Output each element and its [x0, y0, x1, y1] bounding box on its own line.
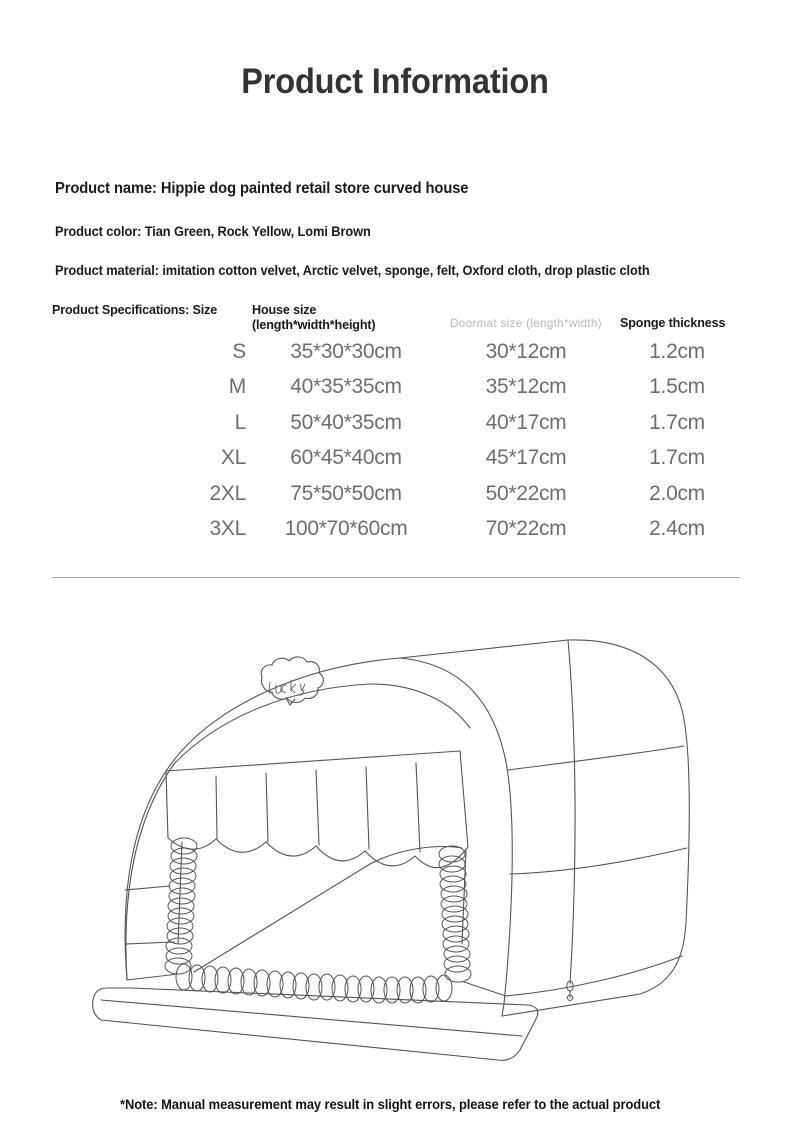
product-name-line: Product name: Hippie dog painted retail store curved house	[55, 180, 469, 197]
cell-size: 2XL	[209, 481, 246, 505]
cell-doormat: 50*22cm	[485, 481, 567, 505]
cell-sponge: 1.7cm	[649, 410, 705, 434]
cell-sponge: 1.5cm	[649, 375, 705, 399]
cell-size: S	[232, 339, 246, 363]
cell-size: M	[228, 375, 246, 399]
section-divider	[52, 577, 740, 578]
cell-house: 75*50*50cm	[290, 481, 402, 505]
table-row	[52, 332, 742, 370]
cell-doormat: 40*17cm	[485, 410, 567, 434]
cell-doormat: 30*12cm	[485, 339, 567, 363]
table-row	[52, 512, 742, 548]
table-row	[52, 405, 742, 441]
table-row	[52, 476, 742, 512]
cell-house: 60*45*40cm	[290, 446, 402, 470]
cell-sponge: 2.4cm	[649, 517, 705, 541]
column-header-house-size: House size (length*width*height)	[252, 303, 376, 332]
cell-sponge: 1.2cm	[649, 339, 705, 363]
cell-size: 3XL	[209, 517, 246, 541]
table-row	[52, 441, 742, 477]
footer-note: *Note: Manual measurement may result in slight errors, please refer to the actual product	[120, 1097, 661, 1112]
cell-doormat: 35*12cm	[485, 375, 567, 399]
cell-size: XL	[220, 446, 246, 470]
table-header-row	[52, 303, 742, 332]
product-material-line: Product material: imitation cotton velvet, Arctic velvet, sponge, felt, Oxford cloth, drop plastic cloth	[55, 263, 650, 278]
cell-house: 35*30*30cm	[290, 339, 402, 363]
specifications-table	[52, 303, 742, 547]
cell-sponge: 2.0cm	[649, 481, 705, 505]
column-header-doormat-size: Doormat size (length*width)	[450, 317, 602, 330]
cell-house: 100*70*60cm	[284, 517, 408, 541]
cell-doormat: 45*17cm	[485, 446, 567, 470]
product-illustration	[70, 592, 730, 1082]
cell-size: L	[234, 410, 246, 434]
cell-sponge: 1.7cm	[649, 446, 705, 470]
product-color-line: Product color: Tian Green, Rock Yellow, Lomi Brown	[55, 224, 371, 239]
page-title: Product Information	[241, 62, 549, 101]
column-header-sponge-thickness: Sponge thickness	[620, 316, 726, 330]
column-header-size: Product Specifications: Size	[52, 303, 218, 317]
cell-doormat: 70*22cm	[485, 517, 567, 541]
table-row	[52, 370, 742, 406]
cell-house: 50*40*35cm	[290, 410, 402, 434]
cell-house: 40*35*35cm	[290, 375, 402, 399]
